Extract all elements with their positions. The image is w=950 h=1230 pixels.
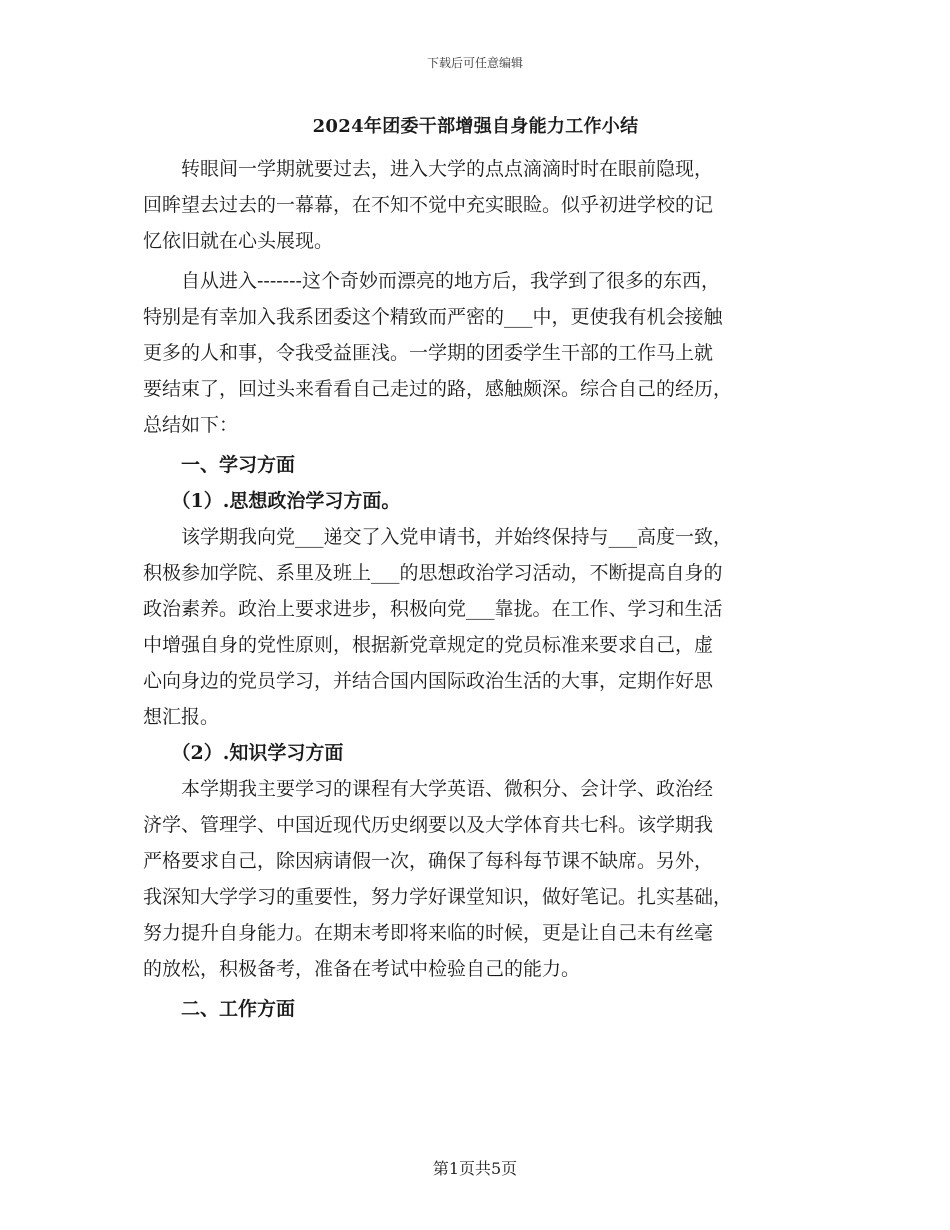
text-line: 我深知大学学习的重要性，努力学好课堂知识，做好笔记。扎实基础，: [143, 886, 733, 908]
document-title: 2024年团委干部增强自身能力工作小结: [312, 116, 639, 137]
text-line: 转眼间一学期就要过去，进入大学的点点滴滴时时在眼前隐现，: [181, 158, 714, 180]
text-line: 中增强自身的党性原则，根据新党章规定的党员标准来要求自己，虚: [143, 634, 714, 656]
document-body: [143, 113, 808, 1027]
page-header-note: 下载后可任意编辑: [426, 56, 523, 70]
text-line: 特别是有幸加入我系团委这个精致而严密的___中，更使我有机会接触: [143, 306, 723, 328]
subheading-political-study: （1）.思想政治学习方面。: [171, 490, 401, 512]
section-heading-work: 二、工作方面: [181, 998, 296, 1020]
political-study-paragraph: [143, 519, 808, 735]
text-line: 本学期我主要学习的课程有大学英语、微积分、会计学、政治经: [181, 778, 714, 800]
text-line: 心向身边的党员学习，并结合国内国际政治生活的大事，定期作好思: [143, 670, 714, 692]
text-line: 的放松，积极备考，准备在考试中检验自己的能力。: [143, 958, 581, 980]
intro-paragraph-2: [143, 263, 808, 443]
text-line: 自从进入-------这个奇妙而漂亮的地方后，我学到了很多的东西，: [181, 270, 720, 292]
text-line: 要结束了，回过头来看看自己走过的路，感触颇深。综合自己的经历，: [143, 378, 733, 400]
section-heading-study: 一、学习方面: [181, 454, 296, 476]
subheading-knowledge-study: （2）.知识学习方面: [171, 742, 344, 764]
text-line: 该学期我向党___递交了入党申请书，并始终保持与___高度一致，: [181, 526, 733, 548]
text-line: 努力提升自身能力。在期末考即将来临的时候，更是让自己未有丝毫: [143, 922, 714, 944]
text-line: 更多的人和事，令我受益匪浅。一学期的团委学生干部的工作马上就: [143, 342, 714, 364]
intro-paragraph-1: [143, 151, 808, 259]
text-line: 积极参加学院、系里及班上___的思想政治学习活动，不断提高自身的: [143, 562, 723, 584]
text-line: 忆依旧就在心头展现。: [143, 230, 334, 252]
text-line: 想汇报。: [143, 706, 220, 728]
text-line: 严格要求自己，除因病请假一次，确保了每科每节课不缺席。另外，: [143, 850, 714, 872]
knowledge-study-paragraph: [143, 771, 808, 987]
text-line: 回眸望去过去的一幕幕，在不知不觉中充实眼睑。似乎初进学校的记: [143, 194, 714, 216]
text-line: 政治素养。政治上要求进步，积极向党___靠拢。在工作、学习和生活: [143, 598, 723, 620]
text-line: 济学、管理学、中国近现代历史纲要以及大学体育共七科。该学期我: [143, 814, 714, 836]
page-number-footer: 第1页共5页: [432, 1159, 518, 1178]
text-line: 总结如下：: [143, 414, 239, 436]
